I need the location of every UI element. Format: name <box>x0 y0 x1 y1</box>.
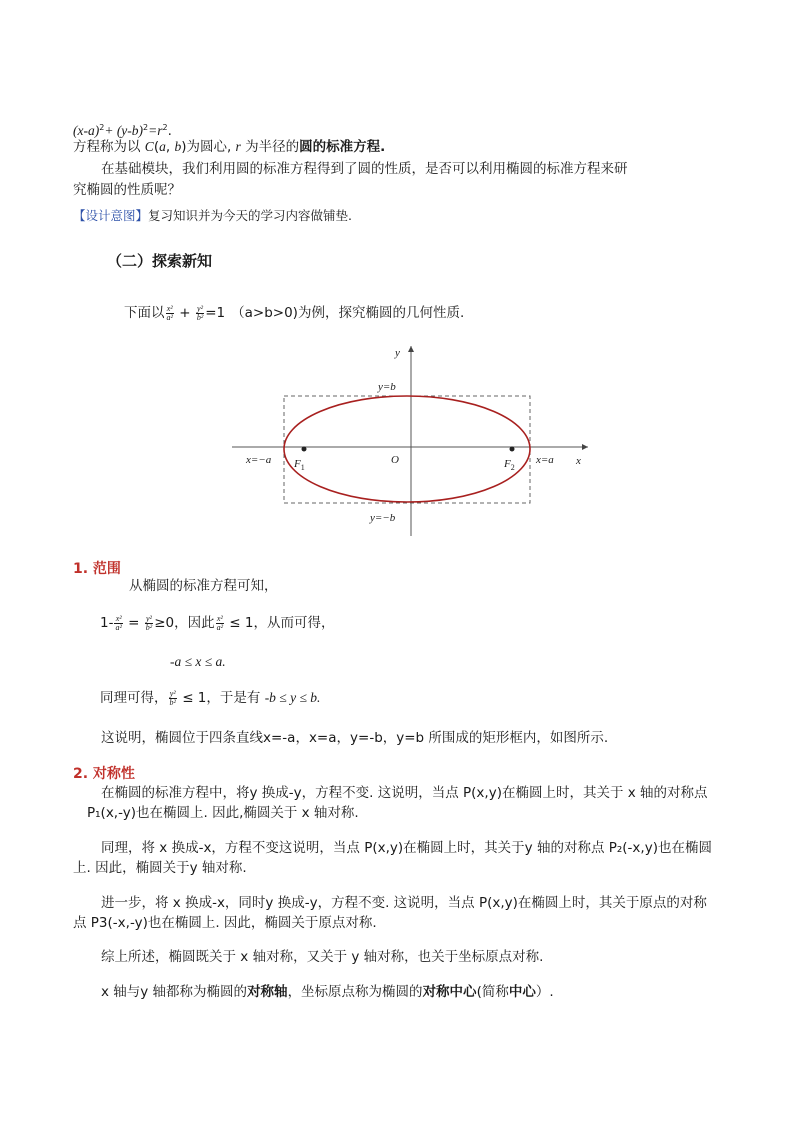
var-c: C <box>144 139 154 154</box>
denominator: a² <box>115 622 122 632</box>
f1-sub: 1 <box>300 463 305 472</box>
eq-part: + (y-b) <box>104 123 144 138</box>
ellipse-figure <box>228 340 598 540</box>
bottom-line-label: y=−b <box>370 512 396 524</box>
range-explain: 这说明，椭圆位于四条直线x=-a，x=a，y=-b，y=b 所围成的矩形框内，如图所示. <box>101 730 609 746</box>
plus: + <box>174 305 195 321</box>
intro-line-1: 在基础模块，我们利用圆的标准方程得到了圆的性质，是否可以利用椭圆的标准方程来研 <box>101 161 628 177</box>
focus-f1-point <box>302 447 307 452</box>
focus-f2-point <box>510 447 515 452</box>
range-intro: 从椭圆的标准方程可知， <box>129 578 278 594</box>
text: = <box>123 615 144 631</box>
denominator: b² <box>196 312 204 322</box>
term-symmetry-center: 对称中心 <box>422 984 477 1000</box>
explore-line <box>124 303 464 323</box>
symmetry-p3-line2: 点 P3(-x,-y)也在椭圆上. 因此，椭圆关于原点对称. <box>73 915 377 931</box>
x-axis-label: x <box>576 455 581 467</box>
numerator: x² <box>166 303 173 313</box>
symmetry-p1-line2: P₁(x,-y)也在椭圆上. 因此,椭圆关于 x 轴对称. <box>87 805 359 821</box>
symmetry-p2-line2: 上. 因此，椭圆关于y 轴对称. <box>73 860 247 876</box>
text: ≤ 1，于是有 <box>177 690 265 706</box>
section-title-explore: （二）探索新知 <box>107 252 213 270</box>
numerator: y² <box>197 303 203 313</box>
range-inequality <box>100 613 334 633</box>
numerator: x² <box>115 613 122 623</box>
text: 方程称为以 <box>73 139 145 155</box>
term-symmetry-axis: 对称轴 <box>247 984 288 1000</box>
y-axis-label: y <box>395 347 400 359</box>
range-result-y: -b ≤ y ≤ b. <box>264 690 321 705</box>
denominator: b² <box>145 622 153 632</box>
design-intent-text: 复习知识并为今天的学习内容做铺垫. <box>148 208 352 223</box>
text: ）. <box>535 984 554 1000</box>
symmetry-p1-line1: 在椭圆的标准方程中，将y 换成-y，方程不变. 这说明，当点 P(x,y)在椭圆上时，其关于 x 轴的对称点 <box>101 785 708 801</box>
text: ，坐标原点称为椭圆的 <box>287 984 423 1000</box>
text: 为半径的 <box>240 139 300 155</box>
range-same-line <box>100 688 320 708</box>
condition: （a>b>0)为例，探究椭圆的几何性质. <box>231 305 465 321</box>
var-b: b <box>174 139 182 154</box>
fraction <box>145 615 153 632</box>
denominator: b² <box>169 697 176 707</box>
text: 下面以 <box>124 305 165 321</box>
symmetry-axis-definition <box>101 982 554 1002</box>
symmetry-summary: 综上所述，椭圆既关于 x 轴对称，又关于 y 轴对称，也关于坐标原点对称. <box>101 949 544 965</box>
top-line-label: y=b <box>378 381 396 393</box>
circle-definition <box>73 137 385 157</box>
denominator: a² <box>216 622 223 632</box>
bold-term: 圆的标准方程. <box>299 139 386 155</box>
text: ( <box>153 139 160 155</box>
fraction-x2-a2 <box>166 305 174 322</box>
numerator: x² <box>216 613 223 623</box>
numerator: y² <box>146 613 152 623</box>
heading-range: 1. 范围 <box>73 561 121 577</box>
equals-one: =1 <box>205 305 226 321</box>
text: 同理可得， <box>100 690 168 706</box>
design-intent-label: 【设计意图】 <box>73 208 149 223</box>
right-line-label: x=a <box>536 454 554 466</box>
intro-line-2: 究椭圆的性质呢？ <box>73 182 181 198</box>
term-center: 中心 <box>508 984 536 1000</box>
text: )为圆心, <box>181 139 236 155</box>
text: x 轴与y 轴都称为椭圆的 <box>101 984 248 1000</box>
origin-label: O <box>391 454 399 466</box>
left-line-label: x=−a <box>246 454 272 466</box>
var-a: a <box>159 139 166 154</box>
text: 1- <box>100 615 114 631</box>
symmetry-p3-line1: 进一步，将 x 换成-x，同时y 换成-y，方程不变. 这说明，当点 P(x,y)在椭圆上时，其关于原点的对称 <box>101 895 707 911</box>
var-r: r <box>235 139 241 154</box>
text: ≤ 1，从而可得， <box>225 615 335 631</box>
text: , <box>165 139 175 155</box>
text: ≥0，因此 <box>154 615 215 631</box>
range-result-x: -a ≤ x ≤ a. <box>170 654 226 669</box>
f2-letter: F <box>504 458 511 470</box>
fraction <box>169 690 177 707</box>
exponent: 2 <box>99 123 105 132</box>
focus-f2-label <box>503 458 515 472</box>
text: (简称 <box>476 984 509 1000</box>
eq-part: =r <box>148 123 163 138</box>
design-intent <box>73 206 352 224</box>
f2-sub: 2 <box>510 463 515 472</box>
numerator: y² <box>169 688 176 698</box>
ellipse-curve <box>284 396 530 502</box>
fraction <box>114 615 122 632</box>
exponent: 2 <box>143 123 149 132</box>
eq-part: (x-a) <box>73 123 100 138</box>
symmetry-p2-line1: 同理，将 x 换成-x，方程不变这说明，当点 P(x,y)在椭圆上时，其关于y 轴的对称点 P₂(-x,y)也在椭圆 <box>101 840 712 856</box>
fraction-y2-b2 <box>196 305 204 322</box>
focus-f1-label <box>293 458 305 472</box>
fraction <box>216 615 224 632</box>
f1-letter: F <box>294 458 301 470</box>
exponent: 2 <box>162 123 168 132</box>
eq-dot: . <box>167 123 172 139</box>
heading-symmetry: 2. 对称性 <box>73 766 135 782</box>
denominator: a² <box>166 312 173 322</box>
